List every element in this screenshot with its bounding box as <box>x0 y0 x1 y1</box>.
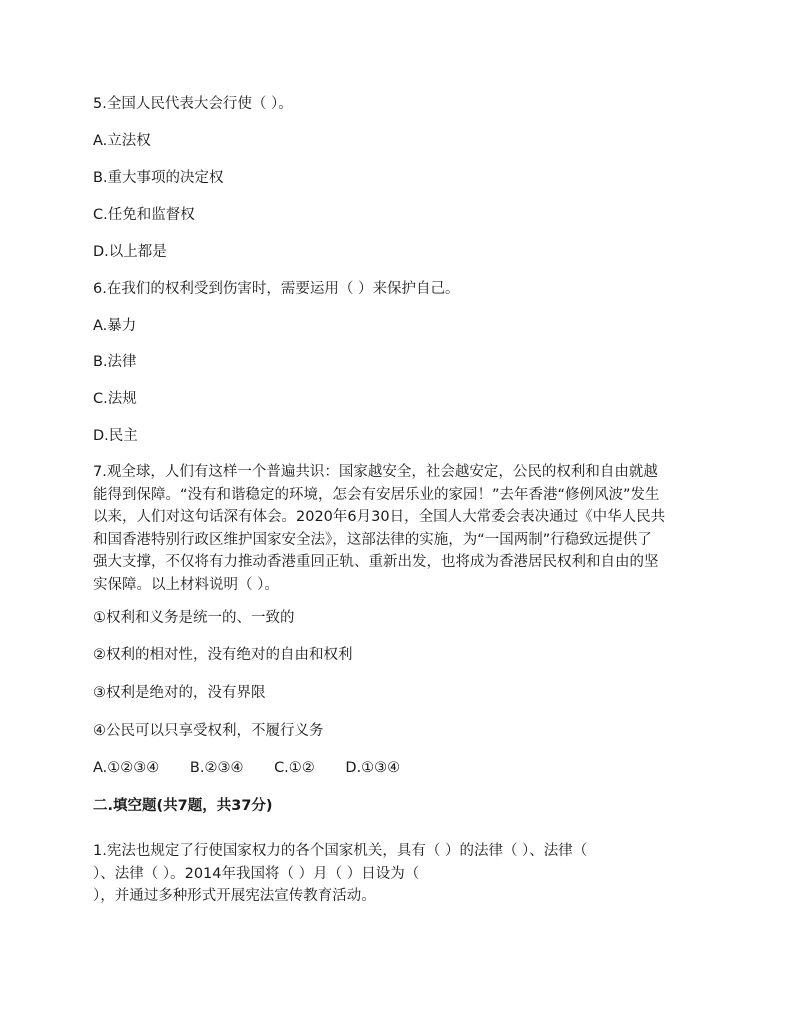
q7-stem-line: 以来，人们对这句话深有体会。2020年6月30日，全国人大常委会表决通过《中华人民共 <box>93 509 666 525</box>
q7-statement-3: ③权利是绝对的，没有界限 <box>93 685 266 701</box>
q6-option-b: B.法律 <box>93 354 137 370</box>
q7-statement-2: ②权利的相对性，没有绝对的自由和权利 <box>93 647 353 663</box>
q7-stem-line: 能得到保障。“没有和谐稳定的环境，怎会有安居乐业的家园！”去年香港“修例风波”发生 <box>93 486 660 503</box>
q7-stem-line: 7.观全球，人们有这样一个普遍共识：国家越安全，社会越安定，公民的权利和自由就越 <box>93 464 658 480</box>
q7-statement-1: ①权利和义务是统一的、一致的 <box>93 610 295 626</box>
q7-stem-line: 强大支撑，不仅将有力推动香港重回正轨、重新出发，也将成为香港居民权利和自由的坚 <box>93 554 659 570</box>
q6-option-c: C.法规 <box>93 391 137 407</box>
q7-answer-options <box>93 758 426 778</box>
q7-answer-b: B.②③④ <box>189 760 244 776</box>
fill-q1-line: ）、法律（ ）。2014年我国将（ ）月（ ）日设为（ <box>93 865 420 882</box>
fill-blank-question-1 <box>93 840 708 908</box>
q7-stem-line: 和国香港特别行政区维护国家安全法》，这部法律的实施，为“一国两制”行稳致远提供了 <box>93 531 652 548</box>
q6-option-d: D.民主 <box>93 428 138 444</box>
q5-option-c: C.任免和监督权 <box>93 207 195 223</box>
q7-answer-d: D.①③④ <box>345 760 401 776</box>
q7-answer-a: A.①②③④ <box>93 760 160 776</box>
question-6-stem: 6.在我们的权利受到伤害时，需要运用（ ）来保护自己。 <box>93 281 460 297</box>
fill-q1-line: 1.宪法也规定了行使国家权力的各个国家机关，具有（ ）的法律（ ）、法律（ <box>93 843 588 859</box>
question-7-stem <box>93 461 708 596</box>
q5-option-a: A.立法权 <box>93 133 151 149</box>
question-5-stem: 5.全国人民代表大会行使（ ）。 <box>93 96 293 112</box>
q7-statement-4: ④公民可以只享受权利，不履行义务 <box>93 723 324 739</box>
q6-option-a: A.暴力 <box>93 318 137 334</box>
q7-answer-c: C.①② <box>274 760 315 776</box>
fill-q1-line: ），并通过多种形式开展宪法宣传教育活动。 <box>93 888 376 904</box>
section-heading: 二.填空题(共7题，共37分) <box>93 798 273 814</box>
q7-stem-line: 实保障。以上材料说明（ ）。 <box>93 576 279 593</box>
q5-option-d: D.以上都是 <box>93 244 167 260</box>
q5-option-b: B.重大事项的决定权 <box>93 170 224 186</box>
